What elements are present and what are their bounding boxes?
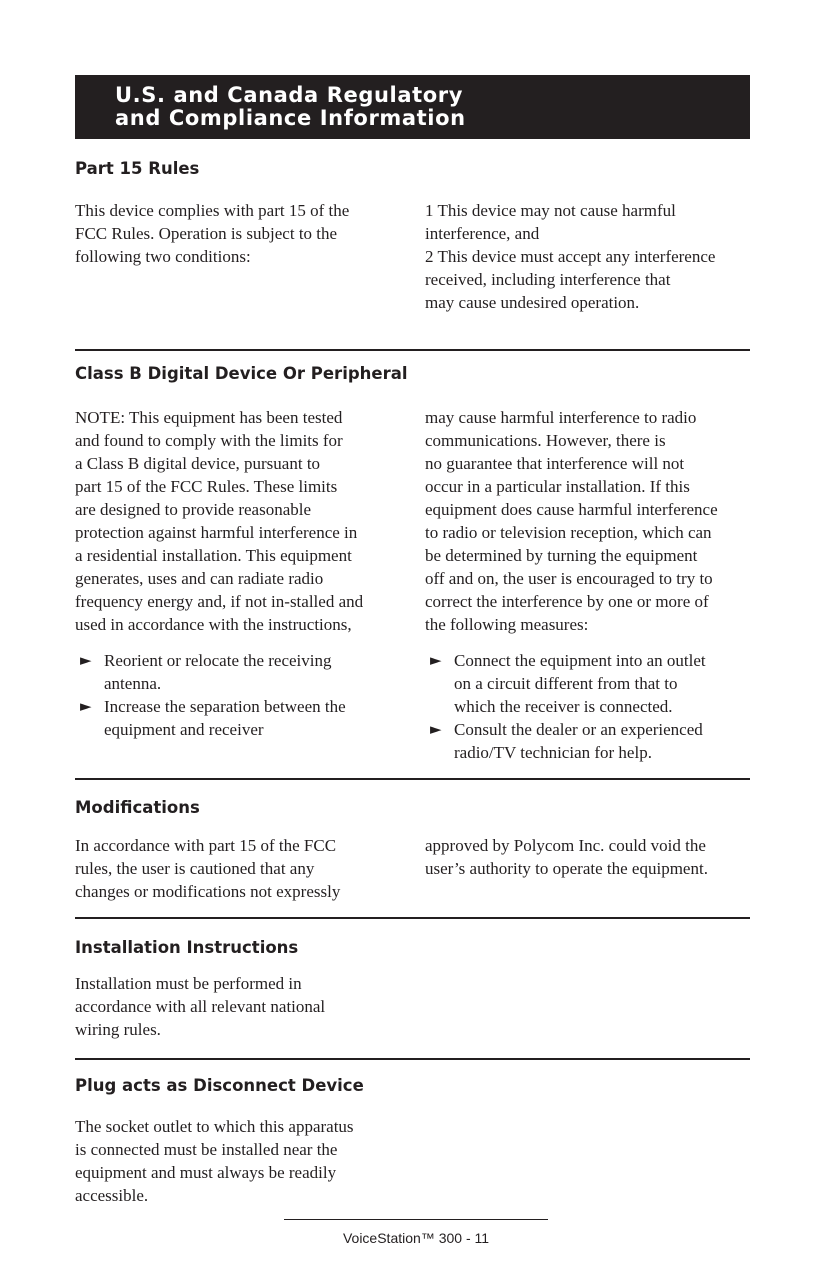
text-line: a Class B digital device, pursuant to <box>75 454 321 473</box>
heading-plug-disconnect-device: Plug acts as Disconnect Device <box>75 1076 364 1095</box>
bullet-item <box>75 695 346 741</box>
bullet-text-line: radio/TV technician for help. <box>454 743 652 762</box>
heading-modifications: Modifications <box>75 798 200 817</box>
text-line: user’s authority to operate the equipment. <box>425 859 708 878</box>
text-line: following two conditions: <box>75 247 251 266</box>
bullet-text-line: Increase the separation between the <box>104 697 346 716</box>
text-line: received, including interference that <box>425 270 671 289</box>
bullet-text-line: Connect the equipment into an outlet <box>454 651 706 670</box>
arrow-bullet-icon: ► <box>80 651 92 669</box>
text-line: the following measures: <box>425 615 589 634</box>
footer-divider <box>284 1219 548 1220</box>
title-banner <box>75 75 750 139</box>
text-line: Installation must be performed in <box>75 974 302 993</box>
bullet-text-line: antenna. <box>104 674 162 693</box>
text-line: be determined by turning the equipment <box>425 546 698 565</box>
heading-part-15-rules: Part 15 Rules <box>75 159 200 178</box>
text-line: generates, uses and can radiate radio <box>75 569 324 588</box>
text-line: rules, the user is cautioned that any <box>75 859 315 878</box>
plug-text <box>75 1115 354 1207</box>
modifications-left-text <box>75 834 340 903</box>
text-line: wiring rules. <box>75 1020 161 1039</box>
bullet-text-line: Consult the dealer or an experienced <box>454 720 703 739</box>
text-line: 1 This device may not cause harmful <box>425 201 676 220</box>
text-line: accessible. <box>75 1186 149 1205</box>
text-line: communications. However, there is <box>425 431 666 450</box>
section-divider <box>75 778 750 780</box>
text-line: may cause undesired operation. <box>425 293 640 312</box>
text-line: correct the interference by one or more of <box>425 592 709 611</box>
text-line: equipment and must always be readily <box>75 1163 337 1182</box>
heading-installation-instructions: Installation Instructions <box>75 938 299 957</box>
text-line: This device complies with part 15 of the <box>75 201 350 220</box>
text-line: off and on, the user is encouraged to try to <box>425 569 713 588</box>
section-divider <box>75 917 750 919</box>
installation-text <box>75 972 325 1041</box>
classb-left-text <box>75 406 363 636</box>
bullet-item <box>75 649 346 695</box>
part15-left-text <box>75 199 349 268</box>
banner-title-line-2: and Compliance Information <box>115 106 466 130</box>
text-line: interference, and <box>425 224 540 243</box>
modifications-right-text <box>425 834 708 880</box>
section-divider <box>75 1058 750 1060</box>
bullet-item <box>425 649 706 718</box>
text-line: The socket outlet to which this apparatus <box>75 1117 354 1136</box>
banner-title-line-1: U.S. and Canada Regulatory <box>115 83 464 107</box>
text-line: is connected must be installed near the <box>75 1140 338 1159</box>
bullet-item <box>425 718 706 764</box>
text-line: no guarantee that interference will not <box>425 454 685 473</box>
text-line: may cause harmful interference to radio <box>425 408 697 427</box>
text-line: part 15 of the FCC Rules. These limits <box>75 477 338 496</box>
text-line: changes or modifications not expressly <box>75 882 341 901</box>
classb-bullets-right <box>425 649 706 764</box>
text-line: NOTE: This equipment has been tested <box>75 408 343 427</box>
text-line: frequency energy and, if not in-stalled and <box>75 592 364 611</box>
text-line: protection against harmful interference in <box>75 523 358 542</box>
text-line: accordance with all relevant national <box>75 997 326 1016</box>
text-line: In accordance with part 15 of the FCC <box>75 836 337 855</box>
text-line: approved by Polycom Inc. could void the <box>425 836 706 855</box>
classb-bullets-left <box>75 649 346 741</box>
text-line: equipment does cause harmful interference <box>425 500 718 519</box>
text-line: and found to comply with the limits for <box>75 431 343 450</box>
text-line: occur in a particular installation. If this <box>425 477 690 496</box>
page-footer: VoiceStation™ 300 - 11 <box>342 1230 490 1246</box>
bullet-text-line: on a circuit different from that to <box>454 674 678 693</box>
text-line: to radio or television reception, which can <box>425 523 712 542</box>
text-line: used in accordance with the instructions, <box>75 615 352 634</box>
heading-class-b-digital-device: Class B Digital Device Or Peripheral <box>75 364 408 383</box>
text-line: are designed to provide reasonable <box>75 500 312 519</box>
arrow-bullet-icon: ► <box>430 720 442 738</box>
part15-right-text <box>425 199 715 314</box>
bullet-text-line: equipment and receiver <box>104 720 264 739</box>
text-line: a residential installation. This equipment <box>75 546 352 565</box>
bullet-text-line: which the receiver is connected. <box>454 697 673 716</box>
bullet-text-line: Reorient or relocate the receiving <box>104 651 332 670</box>
arrow-bullet-icon: ► <box>80 697 92 715</box>
arrow-bullet-icon: ► <box>430 651 442 669</box>
text-line: FCC Rules. Operation is subject to the <box>75 224 338 243</box>
text-line: 2 This device must accept any interference <box>425 247 716 266</box>
section-divider <box>75 349 750 351</box>
classb-right-text <box>425 406 718 636</box>
